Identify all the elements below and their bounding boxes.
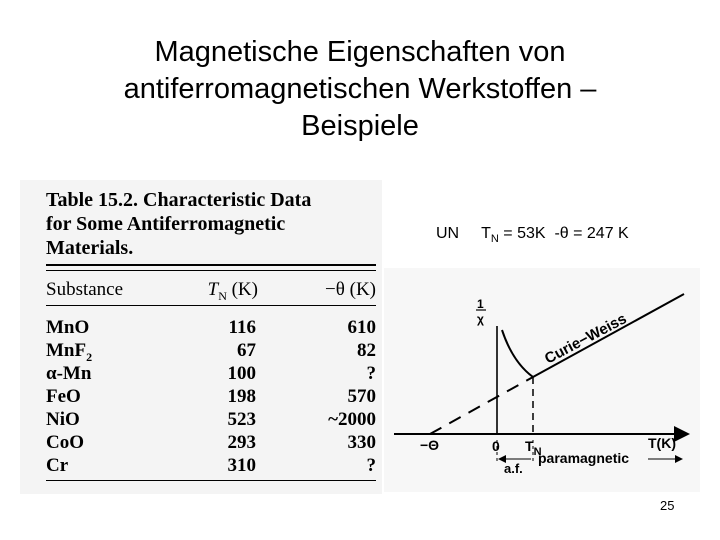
slide-title bbox=[60, 34, 660, 145]
x-axis-label: T(K) bbox=[648, 435, 676, 451]
page-number: 25 bbox=[660, 498, 675, 513]
cell-theta: 610 bbox=[347, 317, 376, 338]
cell-tn: 293 bbox=[227, 432, 256, 453]
cell-substance: NiO bbox=[46, 409, 80, 430]
neg-theta-label: −Θ bbox=[420, 437, 440, 453]
cell-tn: 67 bbox=[237, 340, 256, 361]
tn-value: $T_N = 53K$ bbox=[481, 225, 546, 246]
table-caption-line: Table 15.2. Characteristic Data bbox=[46, 189, 312, 211]
diagram-svg bbox=[384, 268, 700, 492]
table-row bbox=[46, 409, 376, 431]
af-region-label: a.f. bbox=[504, 461, 523, 476]
paramagnetic-label: paramagnetic bbox=[538, 450, 630, 466]
table-rule bbox=[46, 270, 376, 271]
antiferromagnetic-data-table bbox=[20, 180, 382, 494]
cell-tn: 116 bbox=[228, 317, 256, 338]
cell-tn: 100 bbox=[227, 363, 256, 384]
table-row bbox=[46, 363, 376, 385]
header-theta: −θ (K) bbox=[325, 279, 376, 300]
cell-tn: 198 bbox=[227, 386, 256, 407]
header-tn-unit: (K) bbox=[226, 279, 258, 300]
extrapolation-line bbox=[430, 377, 533, 434]
table-row bbox=[46, 317, 376, 339]
header-tn-symbol: T bbox=[207, 279, 219, 300]
table-row bbox=[46, 340, 376, 362]
curie-weiss-label: Curie−Weiss bbox=[541, 310, 630, 368]
cell-substance: FeO bbox=[46, 386, 81, 407]
table-rule bbox=[46, 264, 376, 266]
table-caption-line: for Some Antiferromagnetic bbox=[46, 213, 286, 235]
table-caption bbox=[46, 188, 376, 260]
cell-theta: ? bbox=[366, 363, 376, 384]
cell-tn: 523 bbox=[227, 409, 256, 430]
header-tn-subscript: N bbox=[218, 288, 227, 303]
cell-substance: MnO bbox=[46, 317, 90, 338]
cell-substance: MnF$_2$ bbox=[46, 340, 93, 364]
table-row bbox=[46, 432, 376, 454]
tn-axis-label: $T_N$ bbox=[525, 438, 542, 458]
cell-theta: ~2000 bbox=[328, 409, 376, 430]
table-row bbox=[46, 386, 376, 408]
antiferro-curve bbox=[502, 330, 533, 377]
table-caption-line: Materials. bbox=[46, 237, 134, 259]
material-label: UN bbox=[436, 225, 460, 242]
cell-substance: α-Mn bbox=[46, 363, 92, 384]
y-axis-denominator: χ bbox=[477, 312, 484, 326]
slide-title-line: Beispiele bbox=[301, 110, 419, 142]
cell-theta: 330 bbox=[347, 432, 376, 453]
cell-theta: ? bbox=[366, 455, 376, 476]
origin-label: 0 bbox=[492, 438, 500, 454]
cell-theta: 82 bbox=[357, 340, 376, 361]
table-header-row bbox=[46, 279, 376, 301]
slide-title-line: Magnetische Eigenschaften von bbox=[154, 36, 566, 68]
header-tn bbox=[208, 279, 258, 307]
table-rule bbox=[46, 305, 376, 306]
header-substance: Substance bbox=[46, 279, 124, 300]
un-info-line bbox=[436, 225, 629, 245]
cell-substance: CoO bbox=[46, 432, 84, 453]
inverse-susceptibility-diagram bbox=[384, 268, 700, 492]
y-axis-numerator: 1 bbox=[477, 297, 484, 311]
cell-theta: 570 bbox=[347, 386, 376, 407]
cell-substance: Cr bbox=[46, 455, 69, 476]
slide-title-line: antiferromagnetischen Werkstoffen – bbox=[123, 73, 597, 105]
table-rule bbox=[46, 480, 376, 481]
theta-value: -θ = 247 K bbox=[554, 225, 629, 242]
cell-tn: 310 bbox=[227, 455, 256, 476]
table-row bbox=[46, 455, 376, 477]
